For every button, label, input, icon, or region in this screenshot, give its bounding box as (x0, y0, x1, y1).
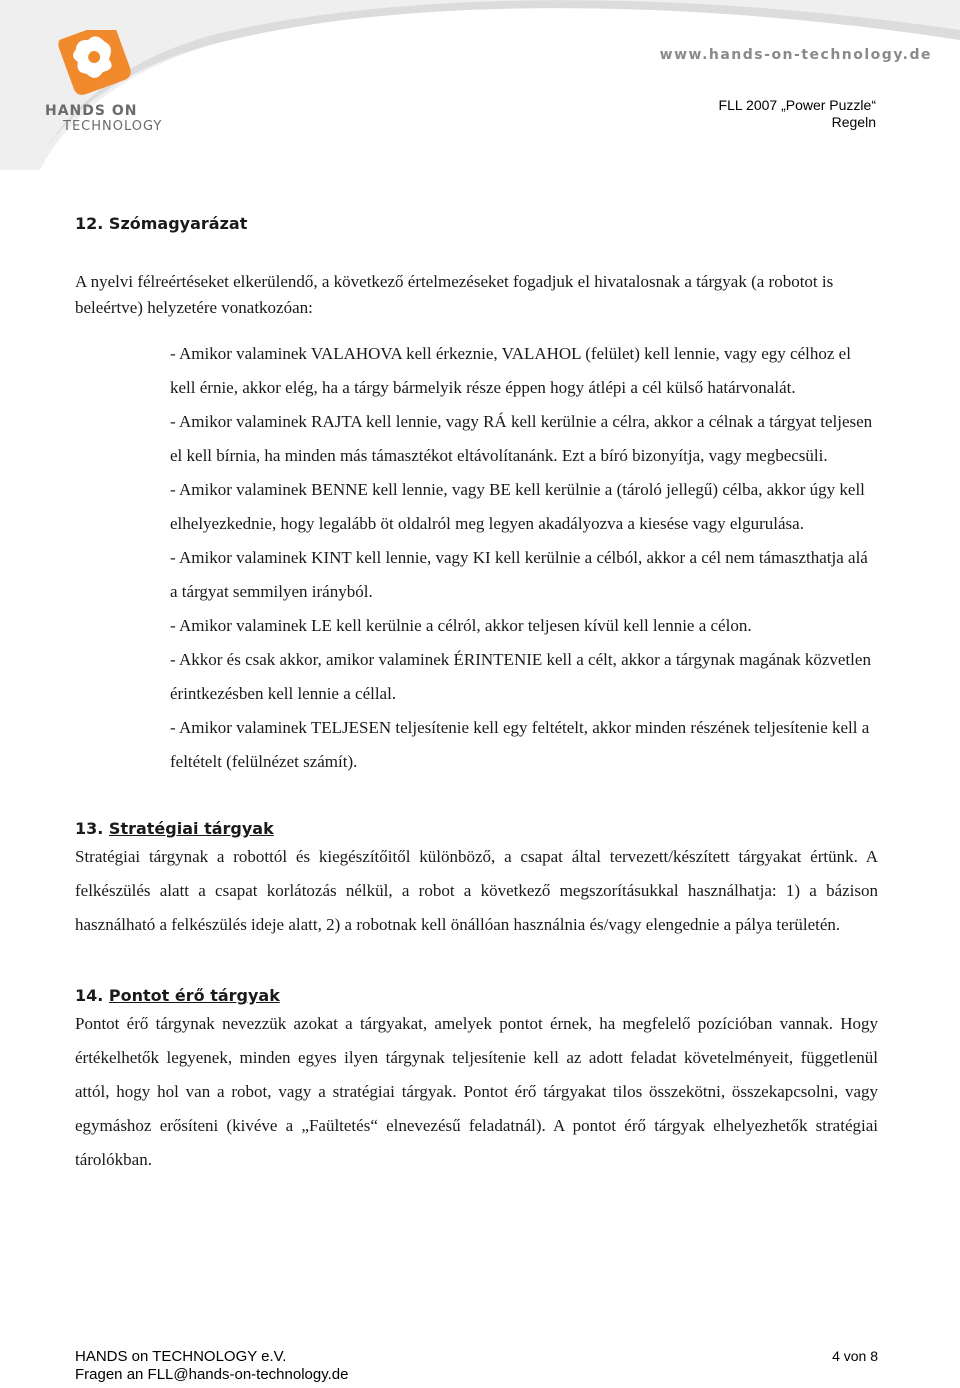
definition-item: - Amikor valaminek LE kell kerülnie a célról, akkor teljesen kívül kell lennie a célon. (170, 616, 752, 635)
section-14-heading (75, 986, 878, 1005)
header-title: FLL 2007 „Power Puzzle“ (718, 97, 876, 113)
section-14-number: 14. (75, 986, 104, 1005)
definition-list (75, 337, 878, 779)
definition-item: - Amikor valaminek VALAHOVA kell érkeznie, VALAHOL (felület) kell lennie, vagy egy célhoz el kell érnie, akkor elég, ha a tárgy bármelyik része éppen hogy átlépi a cél külső határvonalát. (170, 344, 851, 397)
header-website: www.hands-on-technology.de (659, 47, 932, 63)
definition-item: - Amikor valaminek RAJTA kell lennie, vagy RÁ kell kerülnie a célra, akkor a célnak a tárgyat teljesen el kell bírnia, ha minden más támasztékot eltávolítanánk. Ezt a bíró bizonyítja, vagy megbecsüli. (170, 412, 873, 465)
footer-org (75, 1348, 348, 1384)
section-12-heading: 12. Szómagyarázat (75, 214, 248, 233)
section-12-intro: A nyelvi félreértéseket elkerülendő, a következő értelmezéseket fogadjuk el hivatalosnak a tárgyak (a robotot is beleértve) helyzetére vonatkozóan: (75, 272, 834, 317)
section-14-title: Pontot érő tárgyak (108, 986, 280, 1005)
logo-text-technology: TECHNOLOGY (63, 119, 163, 134)
document-body (75, 214, 878, 1194)
header-document-info (719, 97, 876, 131)
footer-org-name: HANDS on TECHNOLOGY e.V. (75, 1348, 287, 1365)
definition-item: - Akkor és csak akkor, amikor valaminek ÉRINTENIE kell a célt, akkor a tárgynak magának közvetlen érintkezésben kell lennie a céllal. (170, 650, 871, 703)
section-13-title: Stratégiai tárgyak (108, 819, 274, 838)
section-14-body: Pontot érő tárgynak nevezzük azokat a tárgyakat, amelyek pontot érnek, ha megfelelő pozícióban vannak. Hogy értékelhetők legyenek, minden egyes ilyen tárgynak teljesítenie kell az adott feladat követelményeit, függetlenül attól, hogy hol van a robot, vagy a stratégiai tárgyak. Pontot érő tárgyakat tilos összekötni, összekapcsolni, vagy egymáshoz erősíteni (kivéve a „Faültetés“ elnevezésű feladatnál). A pontot érő tárgyak elhelyezhetők stratégiai tárolókban. (75, 1014, 878, 1169)
section-13-number: 13. (75, 819, 104, 838)
section-13-heading (75, 819, 878, 838)
footer-contact: Fragen an FLL@hands-on-technology.de (75, 1366, 349, 1383)
logo-text-hands-on: HANDS ON (45, 103, 138, 119)
section-13-body: Stratégiai tárgynak a robottól és kiegészítőitől különböző, a csapat által tervezett/készített tárgyakat értünk. A felkészülés alatt a csapat korlátozás nélkül, a robot a következő megszorításukkal használhatja: 1) a bázison használható a felkészülés ideje alatt, 2) a robotnak kell önállóan használnia és/vagy elengednie a pálya területén. (75, 847, 878, 934)
page-number: 4 von 8 (832, 1348, 878, 1364)
definition-item: - Amikor valaminek KINT kell lennie, vagy KI kell kerülnie a célból, akkor a cél nem támaszthatja alá a tárgyat semmilyen irányból. (170, 548, 868, 601)
header-subtitle: Regeln (831, 114, 876, 130)
definition-item: - Amikor valaminek TELJESEN teljesítenie kell egy feltételt, akkor minden részének teljesítenie kell a feltételt (felülnézet számít). (170, 718, 870, 771)
definition-item: - Amikor valaminek BENNE kell lennie, vagy BE kell kerülnie a (tároló jellegű) célba, akkor úgy kell elhelyezkednie, hogy legalább öt oldalról meg legyen akadályozva a kiesése vagy elgurulása. (170, 480, 865, 533)
